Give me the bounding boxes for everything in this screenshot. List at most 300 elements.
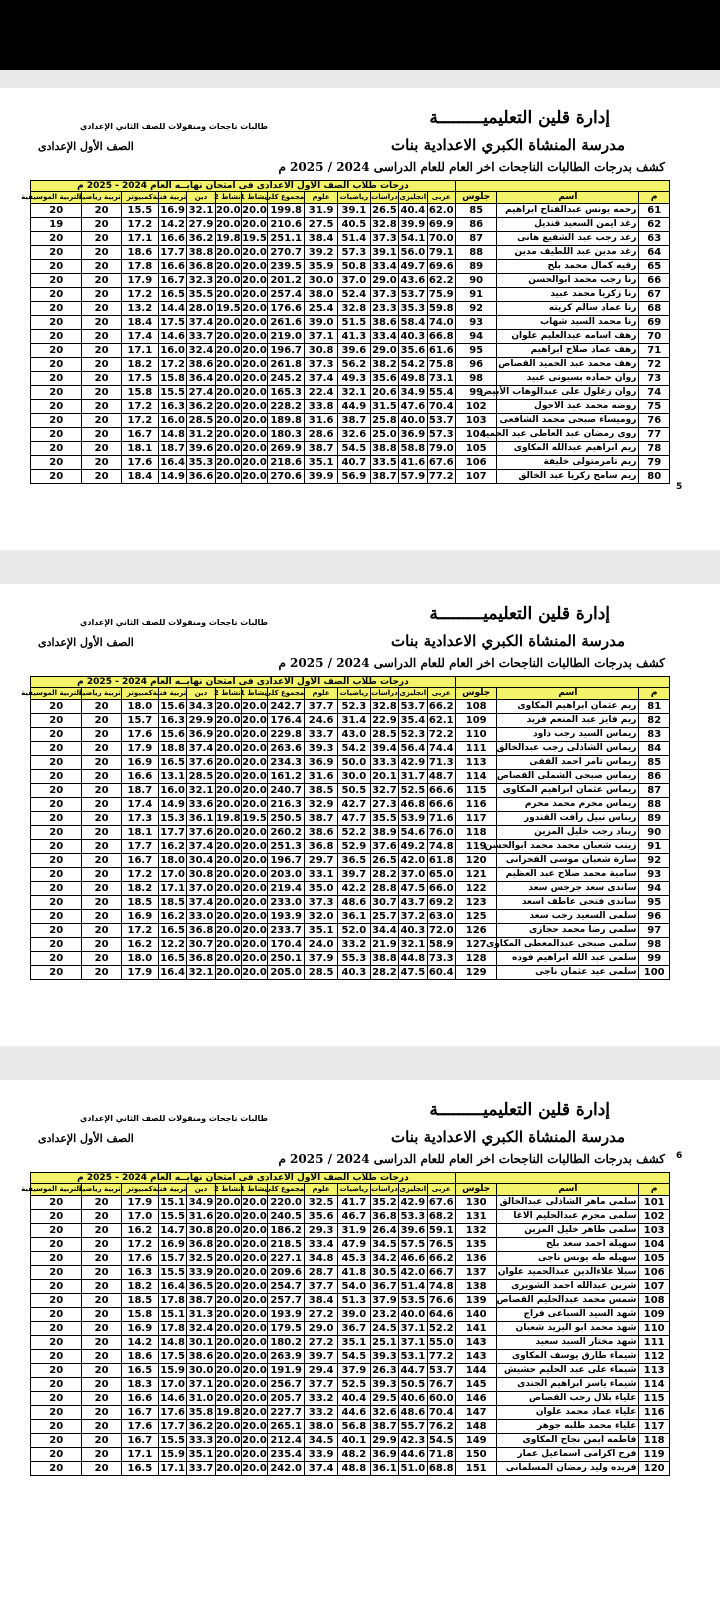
table-cell: 79.1 [428, 247, 454, 258]
table-cell: 37.9 [372, 1295, 397, 1306]
table-cell: 20 [82, 1336, 121, 1350]
grades-table [21, 1172, 670, 1476]
table-cell: 116 [455, 798, 497, 812]
table-cell: 39.7 [337, 868, 370, 882]
table-cell: 70.4 [428, 401, 454, 412]
table-cell: 16.2 [160, 841, 185, 852]
table-cell: 20 [31, 1336, 82, 1350]
table-cell: 20.0 [242, 1211, 267, 1222]
table-cell: 20 [31, 938, 82, 952]
table-cell: 51.3 [337, 1294, 370, 1308]
table-cell: 141 [455, 1322, 497, 1336]
table-cell: 106 [639, 1266, 670, 1280]
table-cell: 105 [455, 442, 497, 456]
table-cell: 31.7 [400, 771, 426, 782]
table-cell: 93 [639, 868, 670, 882]
table-cell: 20.0 [242, 1225, 267, 1236]
table-cell: 20.0 [215, 345, 241, 356]
table-cell: 20.0 [242, 373, 267, 384]
table-cell: 20.0 [242, 401, 267, 412]
table-cell: 35.1 [337, 1336, 370, 1350]
table-cell: 33.7 [188, 331, 214, 342]
table-cell: 20.0 [215, 1295, 241, 1306]
table-cell: 17.8 [121, 260, 158, 274]
table-cell: 33.0 [188, 911, 214, 922]
column-header: م [639, 192, 670, 204]
table-cell: 94 [455, 330, 497, 344]
table-cell: 37.4 [188, 317, 214, 328]
table-cell: 37.3 [372, 289, 397, 300]
table-cell: 20.0 [215, 331, 241, 342]
table-cell: 60.4 [428, 967, 454, 978]
table-cell: 40.6 [400, 1393, 426, 1404]
table-row [31, 1350, 670, 1364]
table-cell: 20 [31, 1280, 82, 1294]
table-row [31, 1322, 670, 1336]
table-cell: 37.6 [188, 757, 214, 768]
school-name: مدرسة المنشاة الكبري الاعدادية بنات [391, 136, 625, 154]
table-cell: 20.0 [215, 729, 241, 740]
table-cell: 68.8 [428, 1463, 454, 1474]
table-cell: 176.6 [268, 302, 305, 316]
table-cell: 16.5 [160, 953, 185, 964]
student-name-cell: رقيه كمال محمد بلح [497, 260, 639, 274]
table-cell: 131 [455, 1210, 497, 1224]
table-cell: 245.2 [268, 372, 305, 386]
table-cell: 123 [455, 896, 497, 910]
column-header: عربى [427, 688, 455, 700]
table-cell: 20 [31, 1406, 82, 1420]
table-row [31, 910, 670, 924]
table-cell: 20 [31, 232, 82, 246]
table-cell: 29.3 [305, 1224, 338, 1238]
student-name-cell: فرح اكرامى اسماعيل عمار [497, 1448, 639, 1462]
table-cell: 110 [455, 728, 497, 742]
table-cell: 17.2 [121, 400, 158, 414]
table-cell: 20 [82, 910, 121, 924]
table-cell: 15.9 [160, 1449, 185, 1460]
table-cell: 42.9 [400, 757, 426, 768]
table-cell: 76.7 [428, 1379, 454, 1390]
table-cell: 72.0 [428, 925, 454, 936]
table-cell: 20.0 [215, 953, 241, 964]
table-cell: 120 [639, 1462, 670, 1476]
table-cell: 113 [639, 1364, 670, 1378]
student-name-cell: سلمى رضا محمد حجازى [497, 924, 639, 938]
column-header: جلوس [455, 688, 497, 700]
table-cell: 16.2 [121, 938, 158, 952]
table-cell: 32.6 [337, 428, 370, 442]
table-cell: 95 [455, 344, 497, 358]
column-header: تربية رياضية [82, 688, 121, 700]
table-cell: 18.1 [121, 442, 158, 456]
table-cell: 20.0 [242, 1323, 267, 1334]
grade-sheet-page [0, 584, 720, 1046]
table-cell: 33.1 [305, 868, 338, 882]
table-cell: 20.0 [242, 303, 267, 314]
table-cell: 15.1 [160, 1309, 185, 1320]
table-cell: 53.5 [400, 1295, 426, 1306]
column-header: تربية فنية [158, 192, 186, 204]
table-cell: 20.0 [215, 1253, 241, 1264]
table-cell: 25.0 [372, 429, 397, 440]
table-cell: 53.7 [400, 701, 426, 712]
table-cell: 104 [639, 1238, 670, 1252]
table-cell: 16.9 [121, 1322, 158, 1336]
table-cell: 186.2 [268, 1224, 305, 1238]
table-cell: 16.7 [121, 1406, 158, 1420]
table-cell: 20.0 [215, 1351, 241, 1362]
table-cell: 36.9 [400, 429, 426, 440]
table-cell: 20 [31, 288, 82, 302]
table-cell: 36.6 [188, 471, 214, 482]
table-cell: 17.6 [121, 456, 158, 470]
table-cell: 54.2 [337, 742, 370, 756]
table-cell: 15.1 [160, 1197, 185, 1208]
table-cell: 20.0 [242, 443, 267, 454]
grade-label: الصف الأول الإعدادى [38, 140, 134, 153]
table-cell: 18.0 [121, 952, 158, 966]
table-cell: 132 [455, 1224, 497, 1238]
table-cell: 28.2 [372, 967, 397, 978]
table-cell: 88 [639, 798, 670, 812]
table-cell: 14.9 [160, 471, 185, 482]
table-cell: 20 [82, 1252, 121, 1266]
table-cell: 30.8 [188, 1225, 214, 1236]
table-cell: 33.9 [305, 1448, 338, 1462]
table-cell: 39.4 [372, 743, 397, 754]
table-cell: 20.0 [242, 911, 267, 922]
column-header: انجليزى [399, 192, 427, 204]
table-cell: 40.3 [400, 925, 426, 936]
table-cell: 20 [82, 358, 121, 372]
table-cell: 251.1 [268, 232, 305, 246]
table-cell: 20.0 [242, 785, 267, 796]
side-mark: 6 [676, 1151, 683, 1161]
table-cell: 15.5 [160, 1267, 185, 1278]
table-cell: 16.6 [121, 770, 158, 784]
table-cell: 20 [31, 358, 82, 372]
table-cell: 20 [31, 260, 82, 274]
table-cell: 54.2 [400, 359, 426, 370]
table-cell: 18.5 [160, 897, 185, 908]
table-cell: 39.0 [337, 1308, 370, 1322]
table-cell: 37.3 [372, 233, 397, 244]
table-row [31, 204, 670, 218]
table-cell: 32.4 [188, 1323, 214, 1334]
table-cell: 76.6 [428, 1295, 454, 1306]
table-cell: 20.0 [242, 387, 267, 398]
table-cell: 76.5 [428, 1239, 454, 1250]
table-cell: 20.0 [215, 1365, 241, 1376]
table-cell: 20.0 [215, 771, 241, 782]
column-header: علوم [305, 688, 338, 700]
table-cell: 32.1 [188, 967, 214, 978]
table-cell: 69 [639, 316, 670, 330]
table-cell: 66.8 [428, 331, 454, 342]
table-cell: 20 [31, 428, 82, 442]
table-cell: 20 [82, 442, 121, 456]
table-cell: 111 [639, 1336, 670, 1350]
table-cell: 20.0 [215, 443, 241, 454]
column-header: رياضيات [337, 1184, 370, 1196]
column-header: دراسات [370, 192, 398, 204]
table-cell: 31.0 [188, 1393, 214, 1404]
table-cell: 16.7 [160, 275, 185, 286]
table-cell: 57.5 [400, 1239, 426, 1250]
table-cell: 203.0 [268, 868, 305, 882]
table-cell: 20 [82, 798, 121, 812]
table-cell: 36.9 [372, 1449, 397, 1460]
table-cell: 16.0 [160, 415, 185, 426]
table-cell: 20.0 [242, 967, 267, 978]
table-cell: 105 [639, 1252, 670, 1266]
student-name-cell: روميساء صبحى محمد الشافعى [497, 414, 639, 428]
table-cell: 20 [82, 952, 121, 966]
table-cell: 20.0 [215, 1309, 241, 1320]
table-cell: 34.2 [372, 1253, 397, 1264]
table-row [31, 302, 670, 316]
admin-title: إدارة قلين التعليميـــــــــة [429, 604, 610, 624]
table-cell: 12.2 [160, 939, 185, 950]
table-cell: 144 [455, 1364, 497, 1378]
table-cell: 17.0 [121, 1210, 158, 1224]
table-cell: 16.5 [160, 289, 185, 300]
student-name-cell: شهد السيد السباعى فراج [497, 1308, 639, 1322]
table-cell: 20 [31, 442, 82, 456]
table-cell: 20.0 [215, 205, 241, 216]
table-cell: 14.9 [160, 799, 185, 810]
column-header: نشاط 2 [215, 192, 241, 204]
table-cell: 47.6 [400, 401, 426, 412]
table-cell: 50.5 [337, 784, 370, 798]
table-cell: 210.6 [268, 218, 305, 232]
table-cell: 29.5 [372, 1393, 397, 1404]
table-cell: 20.0 [242, 1421, 267, 1432]
table-cell: 28.5 [372, 729, 397, 740]
table-cell: 38.9 [372, 827, 397, 838]
table-cell: 54.6 [400, 827, 426, 838]
table-cell: 114 [455, 770, 497, 784]
table-cell: 20 [82, 302, 121, 316]
table-cell: 143 [455, 1336, 497, 1350]
table-cell: 100 [639, 966, 670, 980]
table-row [31, 1462, 670, 1476]
table-cell: 219.0 [268, 330, 305, 344]
student-name-cell: رغد ايمن السعيد قنديل [497, 218, 639, 232]
admin-title: إدارة قلين التعليميـــــــــة [429, 1100, 610, 1120]
table-cell: 218.6 [268, 456, 305, 470]
table-cell: 20.0 [242, 729, 267, 740]
table-row [31, 316, 670, 330]
table-cell: 111 [455, 742, 497, 756]
table-cell: 20.0 [242, 1435, 267, 1446]
table-cell: 33.9 [188, 1267, 214, 1278]
table-cell: 20.0 [215, 897, 241, 908]
table-cell: 49.2 [400, 841, 426, 852]
table-cell: 20 [82, 1294, 121, 1308]
table-cell: 20 [31, 1266, 82, 1280]
table-title: درجات طلاب الصف الاول الاعدادى فى امتحان نهايــه العام 2024 - 2025 م [31, 181, 456, 192]
table-cell: 20.0 [242, 1239, 267, 1250]
table-cell: 53.3 [400, 1211, 426, 1222]
table-cell: 130 [455, 1196, 497, 1210]
table-cell: 20.0 [242, 247, 267, 258]
column-headers [31, 192, 670, 204]
table-cell: 34.9 [400, 387, 426, 398]
table-cell: 47.5 [400, 883, 426, 894]
table-cell: 48.2 [337, 1448, 370, 1462]
table-cell: 17.2 [160, 359, 185, 370]
student-name-cell: علياء عماد محمد علوان [497, 1406, 639, 1420]
table-cell: 31.9 [305, 204, 338, 218]
table-row [31, 952, 670, 966]
table-cell: 39.9 [305, 470, 338, 484]
table-cell: 76 [639, 414, 670, 428]
table-cell: 27.9 [188, 219, 214, 230]
table-cell: 18.2 [121, 1280, 158, 1294]
table-cell: 48.8 [337, 1462, 370, 1476]
table-cell: 50.8 [337, 260, 370, 274]
table-cell: 30.7 [372, 897, 397, 908]
table-row [31, 218, 670, 232]
table-cell: 43.0 [337, 728, 370, 742]
table-cell: 16.6 [160, 261, 185, 272]
table-cell: 17.7 [160, 1421, 185, 1432]
table-cell: 20.0 [215, 1197, 241, 1208]
table-cell: 22.4 [305, 386, 338, 400]
table-cell: 29.7 [305, 854, 338, 868]
table-cell: 33.8 [305, 400, 338, 414]
student-name-cell: شيماء على عبد الحليم حشيش [497, 1364, 639, 1378]
table-cell: 20.0 [215, 1267, 241, 1278]
table-cell: 30.0 [305, 274, 338, 288]
table-cell: 20 [82, 1406, 121, 1420]
table-cell: 35.6 [305, 1210, 338, 1224]
table-cell: 219.4 [268, 882, 305, 896]
table-cell: 20.0 [242, 1295, 267, 1306]
table-cell: 103 [455, 414, 497, 428]
table-cell: 20.0 [242, 275, 267, 286]
table-cell: 20 [31, 1196, 82, 1210]
table-cell: 17.5 [160, 1351, 185, 1362]
table-cell: 216.3 [268, 798, 305, 812]
table-cell: 46.7 [337, 1210, 370, 1224]
table-cell: 20 [82, 1196, 121, 1210]
table-cell: 49.7 [400, 261, 426, 272]
table-cell: 38.7 [372, 471, 397, 482]
column-header: مجموع كلى [268, 1184, 305, 1196]
table-cell: 92 [639, 854, 670, 868]
table-cell: 20.0 [215, 925, 241, 936]
column-header: نشاط 2 [215, 1184, 241, 1196]
table-cell: 67.6 [428, 457, 454, 468]
table-cell: 15.8 [160, 373, 185, 384]
table-cell: 87 [639, 784, 670, 798]
table-cell: 20.0 [242, 205, 267, 216]
table-cell: 52.9 [337, 840, 370, 854]
table-cell: 69.6 [428, 261, 454, 272]
table-cell: 32.1 [188, 785, 214, 796]
table-cell: 17.9 [121, 1196, 158, 1210]
table-cell: 29.0 [305, 1322, 338, 1336]
table-row [31, 882, 670, 896]
table-cell: 71 [639, 344, 670, 358]
grades-table [21, 676, 670, 980]
table-cell: 52.3 [337, 700, 370, 714]
column-header: نشاط 1 [241, 688, 267, 700]
table-cell: 25.1 [372, 1337, 397, 1348]
table-cell: 52.5 [337, 1378, 370, 1392]
table-cell: 20.0 [215, 827, 241, 838]
table-cell: 65 [639, 260, 670, 274]
table-cell: 17.1 [121, 232, 158, 246]
table-cell: 40.5 [337, 218, 370, 232]
table-cell: 40.4 [400, 205, 426, 216]
table-cell: 20 [31, 1392, 82, 1406]
table-row [31, 1336, 670, 1350]
table-cell: 20 [82, 840, 121, 854]
table-cell: 20 [82, 428, 121, 442]
table-cell: 112 [639, 1350, 670, 1364]
table-cell: 137 [455, 1266, 497, 1280]
table-cell: 20 [82, 714, 121, 728]
student-name-cell: ساندى فتحى عاطف اسعد [497, 896, 639, 910]
table-cell: 36.2 [188, 233, 214, 244]
table-cell: 70 [639, 330, 670, 344]
table-cell: 33.2 [337, 938, 370, 952]
table-cell: 81 [639, 700, 670, 714]
table-row [31, 1252, 670, 1266]
table-cell: 20.0 [242, 743, 267, 754]
table-cell: 39.0 [305, 316, 338, 330]
table-cell: 31.2 [188, 429, 214, 440]
table-cell: 20.0 [242, 1449, 267, 1460]
table-cell: 263.6 [268, 742, 305, 756]
table-cell: 239.5 [268, 260, 305, 274]
table-cell: 54.5 [337, 1350, 370, 1364]
status-bar [0, 0, 720, 70]
table-cell: 20.0 [215, 701, 241, 712]
table-cell: 242.0 [268, 1462, 305, 1476]
table-cell: 38.6 [188, 359, 214, 370]
table-row [31, 924, 670, 938]
table-cell: 31.9 [337, 1224, 370, 1238]
table-cell: 72.2 [428, 729, 454, 740]
table-cell: 17.0 [160, 1379, 185, 1390]
table-cell: 70.0 [428, 233, 454, 244]
table-cell: 20 [82, 1434, 121, 1448]
table-cell: 77.2 [428, 1351, 454, 1362]
table-row [31, 442, 670, 456]
table-cell: 20.0 [242, 841, 267, 852]
table-cell: 18.7 [121, 784, 158, 798]
table-cell: 85 [455, 204, 497, 218]
table-cell: 33.3 [372, 757, 397, 768]
table-cell: 52.2 [337, 826, 370, 840]
table-cell: 40.3 [400, 331, 426, 342]
table-cell: 42.2 [337, 882, 370, 896]
table-cell: 46.8 [400, 799, 426, 810]
table-cell: 20 [82, 1350, 121, 1364]
table-title: درجات طلاب الصف الاول الاعدادى فى امتحان نهايــه العام 2024 - 2025 م [31, 677, 456, 688]
table-cell: 36.1 [188, 813, 214, 824]
table-cell: 118 [639, 1434, 670, 1448]
table-cell: 62 [639, 218, 670, 232]
table-cell: 38.6 [372, 317, 397, 328]
table-cell: 20 [82, 1448, 121, 1462]
table-cell: 20.0 [242, 715, 267, 726]
